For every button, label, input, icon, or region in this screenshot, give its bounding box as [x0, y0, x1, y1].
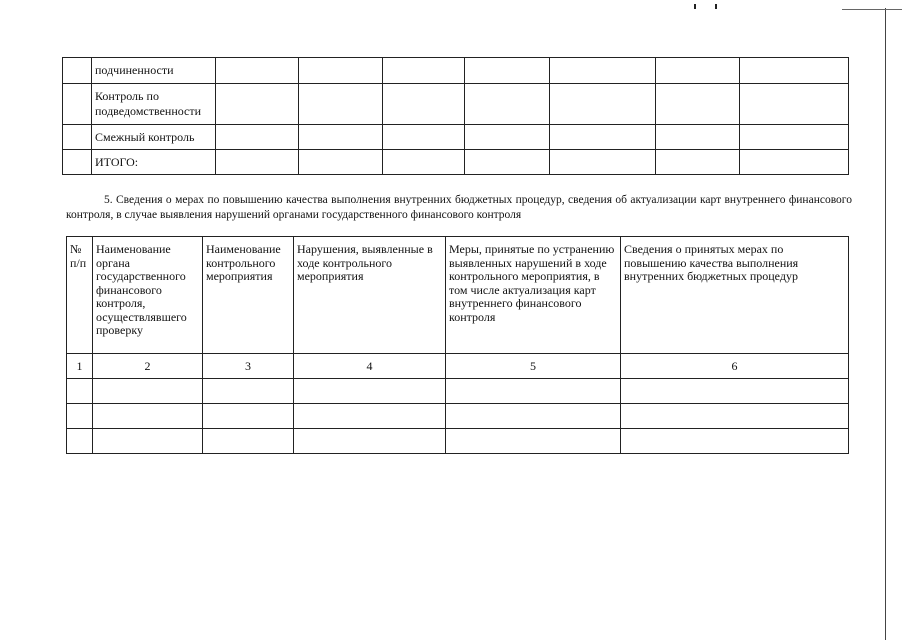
header-cell: Сведения о принятых мерах по повышению качества выполнения внутренних бюджетных процедур [621, 237, 849, 354]
row-label: подчиненности [92, 58, 216, 84]
table-cell [63, 58, 92, 84]
scan-edge-line [885, 8, 886, 640]
row-label: Контроль по подведомственности [92, 84, 216, 125]
scan-mark [715, 4, 717, 9]
column-number: 5 [446, 354, 621, 379]
table-row [63, 84, 849, 125]
column-number: 2 [93, 354, 203, 379]
header-cell: № п/п [67, 237, 93, 354]
table-row [67, 429, 849, 454]
measures-table [66, 236, 849, 454]
column-number: 6 [621, 354, 849, 379]
table-row [63, 58, 849, 84]
header-cell: Нарушения, выявленные в ходе контрольного мероприятия [294, 237, 446, 354]
column-number: 1 [67, 354, 93, 379]
table-row [67, 379, 849, 404]
top-table [62, 57, 849, 175]
table-row [67, 404, 849, 429]
row-label: ИТОГО: [92, 150, 216, 175]
scan-edge-line [842, 9, 902, 10]
column-number-row [67, 354, 849, 379]
column-number: 4 [294, 354, 446, 379]
header-cell: Наименование органа государственного финансового контроля, осуществлявшего проверку [93, 237, 203, 354]
header-cell: Меры, принятые по устранению выявленных нарушений в ходе контрольного мероприятия, в том числе актуализация карт внутреннего финансового контроля [446, 237, 621, 354]
column-number: 3 [203, 354, 294, 379]
table-row [63, 150, 849, 175]
section-5-paragraph: 5. Сведения о мерах по повышению качества выполнения внутренних бюджетных процедур, сведения об актуализации карт внутреннего финансового контроля, в случае выявления нарушений органами государственного финансового контроля [66, 194, 852, 221]
scan-mark [694, 4, 696, 9]
row-label: Смежный контроль [92, 125, 216, 150]
table-header-row [67, 237, 849, 354]
header-cell: Наименование контрольного мероприятия [203, 237, 294, 354]
table-row [63, 125, 849, 150]
